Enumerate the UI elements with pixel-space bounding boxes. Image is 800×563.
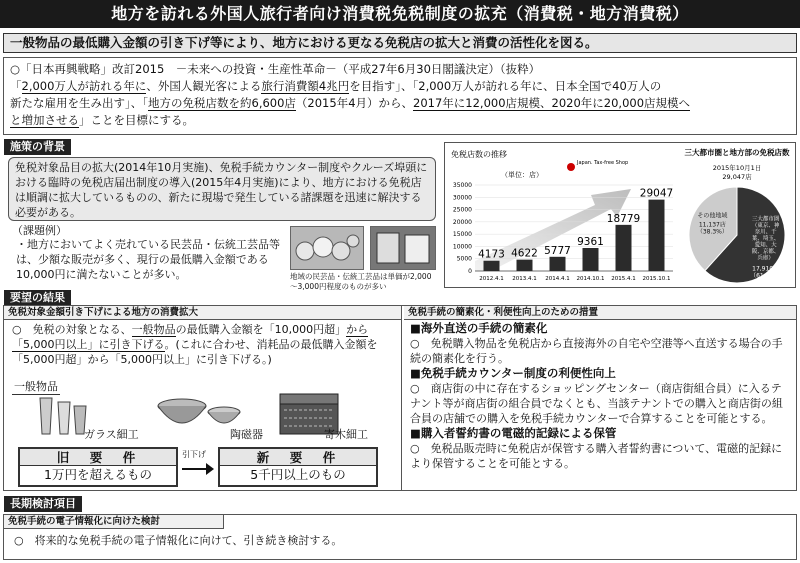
pie-pct-regional: （38.3%） <box>696 228 728 236</box>
old-requirement-title: 旧 要 件 <box>20 449 176 466</box>
pie-pct-metro: （61.7%） <box>750 272 782 280</box>
y-tick-label: 30000 <box>452 194 472 202</box>
measure-2-text: ○ 商店街の中に存在するショッピングセンター（商店街組合員）に入るテナント等が商店街の組合員でなくとも、当該テナントでの購入と商店街の組合員の店舗での購入を免税手続カウンターで合算することを可能とする。 <box>410 382 783 425</box>
background-label: 施策の背景 <box>4 139 71 155</box>
x-tick-label: 2014.10.1 <box>576 276 605 282</box>
bar-value-label: 5777 <box>544 244 571 257</box>
pie-label-metro: 三大都市圏（東京、神奈川、千葉、埼玉、愛知、大阪、京都、兵庫） <box>751 216 780 262</box>
bar-value-label: 4622 <box>511 247 538 260</box>
bar-value-label: 9361 <box>577 235 604 248</box>
glass-craft-icon <box>34 394 90 438</box>
y-tick-label: 10000 <box>452 243 472 251</box>
longterm-text: ○ 将来的な免税手続の電子情報化に向けて、引き続き検討する。 <box>14 534 343 547</box>
chart-panel <box>444 142 796 288</box>
y-tick-label: 0 <box>468 268 472 275</box>
x-tick-label: 2012.4.1 <box>479 276 504 282</box>
logo-text: Japan. Tax-free Shop <box>577 160 629 166</box>
bar-2014.10.1 <box>583 248 599 271</box>
pie-label-regional: その他地域 <box>697 212 728 220</box>
x-tick-label: 2015.4.1 <box>611 276 636 282</box>
y-tick-label: 20000 <box>452 218 472 226</box>
page-subtitle: 一般物品の最低購入金額の引き下げ等により、地方における更なる免税店の拡大と消費の活性化を図る。 <box>3 33 797 53</box>
bar-chart-title: 免税店数の推移 <box>451 150 507 159</box>
right-arrow-icon <box>180 460 216 478</box>
results-left-text: ○ 免税の対象となる、一般物品の最低購入金額を「10,000円超」から「5,000円以上」に引き下げる。(これに合わせ、消耗品の最低購入金額を「5,000円超」から「5,000円以上」に引き下げる。) <box>12 323 378 366</box>
x-tick-label: 2015.10.1 <box>642 276 671 282</box>
bar-2013.4.1 <box>517 260 533 271</box>
results-right-column <box>404 306 796 490</box>
old-requirement-box <box>18 447 178 487</box>
page-title: 地方を訪れる外国人旅行者向け消費税免税制度の拡充（消費税・地方消費税） <box>0 0 800 28</box>
y-tick-label: 15000 <box>452 231 472 239</box>
background-text: 免税対象品目の拡大(2014年10月実施)、免税手続カウンター制度やクルーズ埠頭における臨時の免税店届出制度の導入(2015年4月実施)により、地方における免税店は順調に拡大しているものの、新たに現場で発生している諸課題を迅速に解決する必要がある。 <box>8 157 436 221</box>
bar-value-label: 29047 <box>639 187 674 200</box>
bar-value-label: 18779 <box>606 212 641 225</box>
japan-tax-free-logo <box>567 160 628 171</box>
new-requirement-title: 新 要 件 <box>220 449 376 466</box>
results-right-head: 免税手続の簡素化・利便性向上のための措置 <box>404 306 796 320</box>
results-left-column <box>4 306 402 490</box>
bar-2012.4.1 <box>484 261 500 271</box>
longterm-head: 免税手続の電子情報化に向けた検討 <box>4 515 224 529</box>
bar-2014.4.1 <box>550 257 566 271</box>
issue-text: ・地方においてよく売れている民芸品・伝統工芸品等は、少額な販売が多く、現行の最低購入金額である10,000円に満たないことが多い。 <box>16 238 280 281</box>
bar-2015.10.1 <box>649 200 665 271</box>
pie-value-regional: 11,137店 <box>698 221 726 229</box>
item-label-marquetry: 寄木細工 <box>324 428 368 441</box>
tax-free-logo-icon <box>567 163 575 171</box>
craft-photo-caption: 地域の民芸品・伝統工芸品は単価が2,000～3,000円程度のものが多い <box>290 272 432 291</box>
measure-1-text: ○ 免税購入物品を免税店から直接海外の自宅や空港等へ直送する場合の手続の簡素化を行う。 <box>410 337 783 365</box>
strategy-line-4: と増加させる」ことを目標にする。 <box>10 113 194 127</box>
bar-2015.4.1 <box>616 225 632 271</box>
measure-3-text: ○ 免税品販売時に免税店が保管する購入者誓約書について、電磁的記録により保管することを可能とする。 <box>410 442 783 470</box>
y-tick-label: 25000 <box>452 206 472 214</box>
highlight-store-targets: 2017年に12,000店規模、2020年に20,000店規模へ <box>413 96 691 110</box>
bar-value-label: 4173 <box>478 248 505 261</box>
y-tick-label: 35000 <box>452 182 472 189</box>
results-left-head: 免税対象金額引き下げによる地方の消費拡大 <box>4 306 401 320</box>
longterm-label: 長期検討項目 <box>4 496 82 512</box>
highlight-consumption: 旅行消費額4兆円 <box>261 79 350 93</box>
highlight-store-count: 地方の免税店数を約6,600店 <box>148 96 296 110</box>
results-box <box>3 305 797 491</box>
longterm-box <box>3 514 797 560</box>
measure-1-title: ■海外直送の手続の簡素化 <box>410 321 548 335</box>
craft-photo-dolls <box>290 226 364 270</box>
item-label-glass: ガラス細工 <box>84 428 139 441</box>
craft-fans-icon <box>371 227 435 269</box>
x-tick-label: 2014.4.1 <box>545 276 570 282</box>
strategy-line-3: 新たな雇用を生み出す」、「地方の免税店数を約6,600店（2015年4月）から、2017年に12,000店規模、2020年に20,000店規模へ <box>10 96 691 110</box>
pie-chart-date: 2015年10月1日 <box>712 164 762 172</box>
measure-2-title: ■免税手続カウンター制度の利便性向上 <box>410 366 616 380</box>
goods-label: 一般物品 <box>14 380 58 393</box>
strategy-line-1: ○「日本再興戦略」改訂2015 －未来への投資・生産性革命－（平成27年6月30日閣議決定）（抜粋） <box>10 62 541 76</box>
pie-chart-title: 三大都市圏と地方部の免税店数 <box>684 148 790 157</box>
y-tick-label: 5000 <box>456 255 472 263</box>
measure-3-title: ■購入者誓約書の電磁的記録による保管 <box>410 426 617 440</box>
pie-chart-total: 29,047店 <box>722 173 752 181</box>
craft-dolls-icon <box>291 227 363 269</box>
metro-vs-regional-pie-chart <box>677 143 797 287</box>
pie-value-metro: 17,910店 <box>752 265 780 273</box>
craft-photo-fans <box>370 226 436 270</box>
store-count-bar-chart <box>445 143 677 287</box>
strategy-box <box>3 57 797 135</box>
item-label-ceramics: 陶磁器 <box>230 428 263 441</box>
highlight-visitors: 2,000万人が訪れる年に <box>21 79 147 93</box>
new-requirement-value: 5千円以上のもの <box>250 467 346 482</box>
bar-chart-unit: （単位：店） <box>501 171 543 179</box>
issue-title: （課題例） <box>12 224 67 237</box>
results-label: 要望の結果 <box>4 290 71 306</box>
reduction-label: 引下げ <box>182 450 206 459</box>
x-tick-label: 2013.4.1 <box>512 276 537 282</box>
new-requirement-box <box>218 447 378 487</box>
old-requirement-value: 1万円を超えるもの <box>44 467 152 482</box>
strategy-line-2: 「2,000万人が訪れる年に、外国人観光客による旅行消費額4兆円を目指す」、「2,000万人が訪れる年に、日本全国で40万人の <box>10 79 662 93</box>
